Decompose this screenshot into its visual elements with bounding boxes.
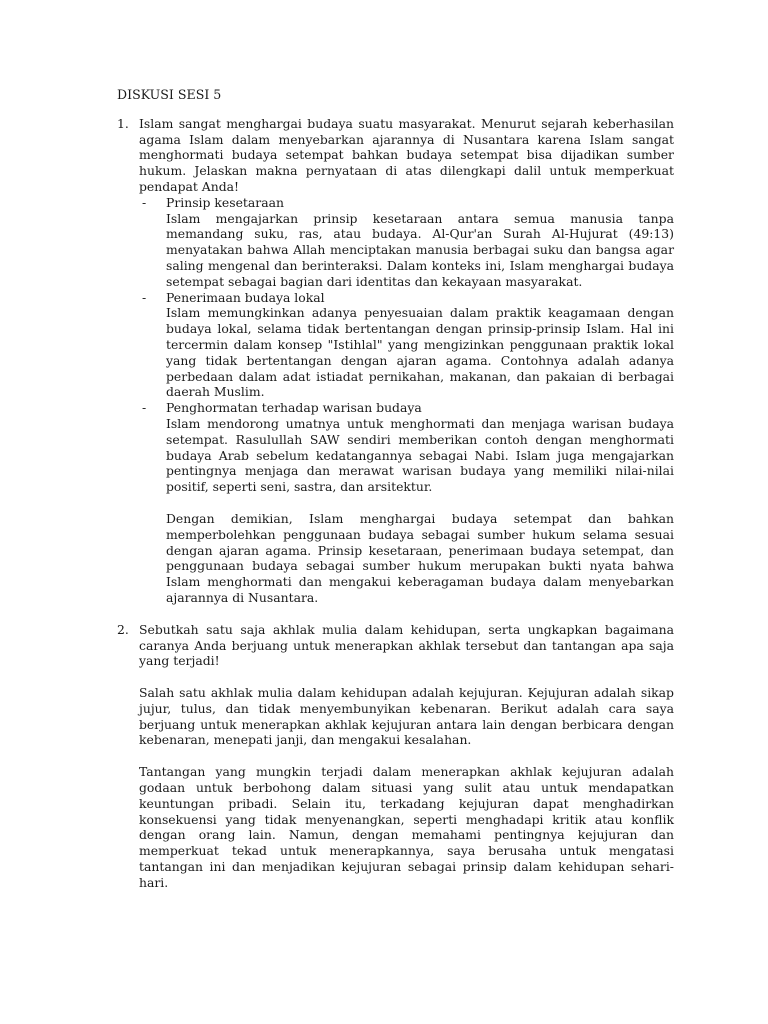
bullet-title: Prinsip kesetaraan xyxy=(166,194,284,210)
question-text: Sebutkah satu saja akhlak mulia dalam kehidupan, serta ungkapkan bagaimana caranya Anda berjuang untuk menerapkan akhlak tersebut dan tantangan apa saja yang terjadi! xyxy=(139,621,674,669)
question-item xyxy=(117,622,674,891)
bullet-text: Islam memungkinkan adanya penyesuaian dalam praktik keagamaan dengan budaya lokal, selama tidak bertentangan dengan prinsip-prinsip Islam. Hal ini tercermin dalam konsep "Istihlal" yang mengizinkan penggunaan praktik lokal yang tidak bertentangan dengan ajaran agama. Contohnya adalah adanya perbedaan dalam adat istiadat pernikahan, makanan, dan pakaian di berbagai daerah Muslim. xyxy=(166,305,674,400)
answer-bullet xyxy=(139,290,674,401)
answer-paragraph: Salah satu akhlak mulia dalam kehidupan adalah kejujuran. Kejujuran adalah sikap jujur, tulus, dan tidak menyembunyikan kebenaran. Berikut adalah cara saya berjuang untuk menerapkan akhlak kejujuran antara lain dengan berbicara dengan kebenaran, menepati janji, dan mengakui kesalahan. xyxy=(139,685,674,748)
answer-bullet xyxy=(139,400,674,495)
answer-bullet xyxy=(139,195,674,290)
bullet-text: Islam mendorong umatnya untuk menghormati dan menjaga warisan budaya setempat. Rasulullah SAW sendiri memberikan contoh dengan menghormati budaya Arab sebelum kedatangannya sebagai Nabi. Islam juga mengajarkan pentingnya menjaga dan merawat warisan budaya yang memiliki nilai-nilai positif, seperti seni, sastra, dan arsitektur. xyxy=(166,415,674,495)
bullet-marker: - xyxy=(142,400,147,416)
question-number: 1. xyxy=(117,115,129,131)
answer-paragraph: Tantangan yang mungkin terjadi dalam menerapkan akhlak kejujuran adalah godaan untuk berbohong dalam situasi yang sulit atau untuk mendapatkan keuntungan pribadi. Selain itu, terkadang kejujuran dapat menghadirkan konsekuensi yang tidak menyenangkan, seperti menghadapi kritik atau konflik dengan orang lain. Namun, dengan memahami pentingnya kejujuran dan memperkuat tekad untuk menerapkannya, saya berusaha untuk mengatasi tantangan ini dan menjadikan kejujuran sebagai prinsip dalam kehidupan sehari-hari. xyxy=(139,764,674,890)
question-item xyxy=(117,116,674,606)
question-text: Islam sangat menghargai budaya suatu masyarakat. Menurut sejarah keberhasilan agama Islam dalam menyebarkan ajarannya di Nusantara karena Islam sangat menghormati budaya setempat bahkan budaya setempat bisa dijadikan sumber hukum. Jelaskan makna pernyataan di atas dilengkapi dalil untuk memperkuat pendapat Anda! xyxy=(139,115,674,194)
bullet-text: Islam mengajarkan prinsip kesetaraan antara semua manusia tanpa memandang suku, ras, atau budaya. Al-Qur'an Surah Al-Hujurat (49:13) menyatakan bahwa Allah menciptakan manusia berbagai suku dan bangsa agar saling mengenal dan berinteraksi. Dalam konteks ini, Islam menghargai budaya setempat sebagai bagian dari identitas dan kekayaan masyarakat. xyxy=(166,210,674,289)
bullet-marker: - xyxy=(142,289,147,305)
document-title: DISKUSI SESI 5 xyxy=(117,87,222,102)
question-number: 2. xyxy=(117,621,129,637)
bullet-title: Penghormatan terhadap warisan budaya xyxy=(166,400,422,416)
answer-bullet-list xyxy=(139,195,674,495)
conclusion-paragraph: Dengan demikian, Islam menghargai budaya setempat dan bahkan memperbolehkan penggunaan budaya sebagai sumber hukum selama sesuai dengan ajaran agama. Prinsip kesetaraan, penerimaan budaya setempat, dan penggunaan budaya sebagai sumber hukum merupakan bukti nyata bahwa Islam menghormati dan mengakui keberagaman budaya dalam menyebarkan ajarannya di Nusantara. xyxy=(166,510,674,605)
bullet-title: Penerimaan budaya lokal xyxy=(166,289,325,305)
bullet-marker: - xyxy=(142,194,147,210)
